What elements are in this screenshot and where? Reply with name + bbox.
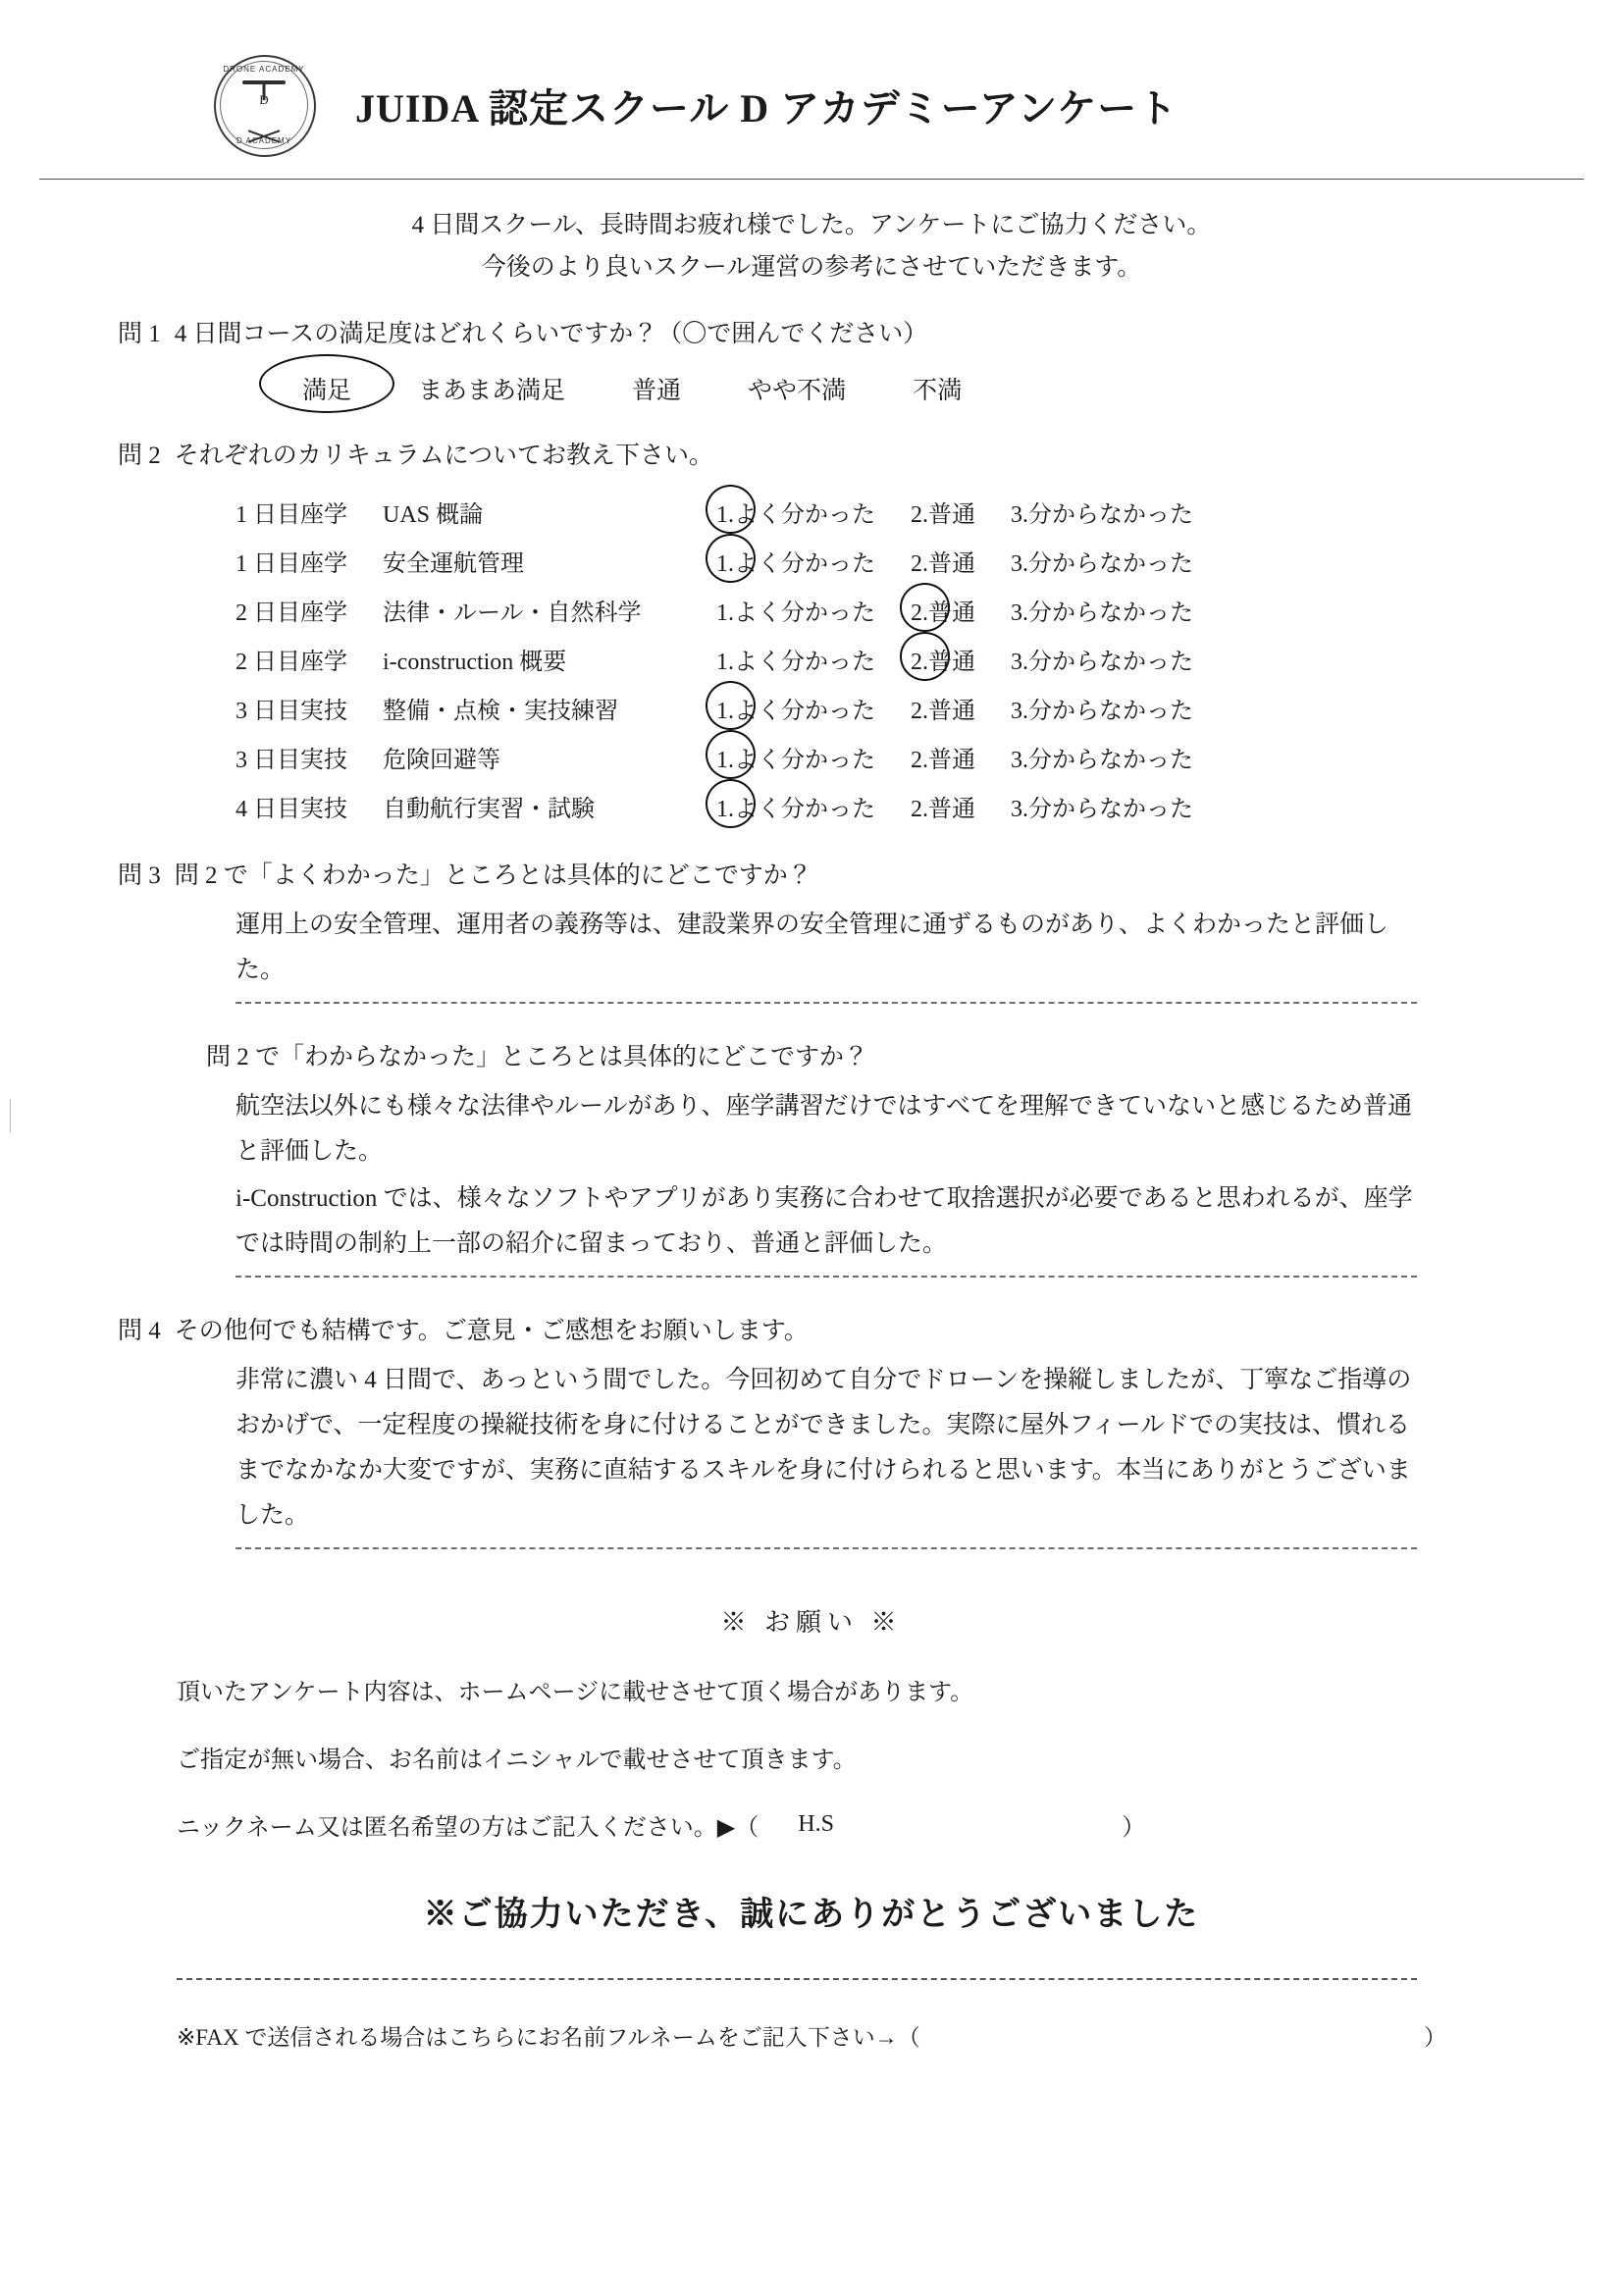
row-option-3[interactable] <box>1011 593 1193 627</box>
fax-close-paren: ） <box>1424 2024 1446 2050</box>
q1-option-fuman[interactable]: 不満 <box>913 378 963 404</box>
row-option-2[interactable] <box>911 593 975 627</box>
question-3-heading <box>0 856 1623 891</box>
circle-mark-icon <box>706 681 756 730</box>
row-options <box>716 789 1193 823</box>
circle-mark-icon <box>706 485 756 534</box>
row-option-3-label: 3.分からなかった <box>1011 550 1193 577</box>
row-option-3[interactable] <box>1011 789 1193 823</box>
question-2-number: 問 2 <box>118 443 161 469</box>
circle-mark-icon <box>900 632 950 681</box>
row-option-3-label: 3.分からなかった <box>1011 649 1193 675</box>
circle-mark-icon <box>706 534 756 583</box>
row-option-2[interactable] <box>911 740 975 774</box>
row-option-2-label: 2.普通 <box>911 698 975 724</box>
row-option-2[interactable] <box>911 789 975 823</box>
question-3-sub-heading: 問 2 で「わからなかった」ところとは具体的にどこですか？ <box>206 1043 869 1070</box>
row-day: 1 日目座学 <box>236 501 347 528</box>
row-option-2-label: 2.普通 <box>911 747 975 773</box>
question-2-table <box>0 487 1623 830</box>
logo-mid-text: D <box>259 92 269 107</box>
table-row <box>236 781 1623 830</box>
q1-option-maamaa-manzoku[interactable]: まあまあ満足 <box>418 378 566 404</box>
question-2-heading <box>0 436 1623 471</box>
request-section-title: ※ お願い ※ <box>720 1607 903 1637</box>
row-option-2-label: 2.普通 <box>911 501 975 528</box>
answer-rule <box>236 1547 1417 1549</box>
row-option-2[interactable] <box>911 544 975 578</box>
row-option-2[interactable] <box>911 495 975 529</box>
page-title: JUIDA 認定スクール D アカデミーアンケート <box>355 85 1178 130</box>
question-3-number: 問 3 <box>118 862 161 889</box>
question-3-text: 問 2 で「よくわかった」ところとは具体的にどこですか？ <box>174 862 812 889</box>
nickname-input[interactable]: H.S <box>798 1810 834 1837</box>
logo-top-text: DRONE ACADEMY <box>223 65 305 74</box>
question-3-answer[interactable]: 運用上の安全管理、運用者の義務等は、建設業界の安全管理に通ずるものがあり、よくわかったと評価した。 <box>236 912 1389 984</box>
row-option-1[interactable] <box>716 740 875 774</box>
question-3 <box>0 856 1623 1278</box>
row-option-2[interactable] <box>911 642 975 676</box>
footer-divider <box>177 1978 1417 1980</box>
question-4-answer[interactable]: 非常に濃い 4 日間で、あっという間でした。今回初めて自分でドローンを操縦しましたが、丁寧なご指導のおかげで、一定程度の操縦技術を身に付けることができました。実際に屋外フィールドでの実技は、慣れるまでなかなか大変ですが、実務に直結するスキルを身に付けられると思います。本当にありがとうございました。 <box>236 1366 1412 1530</box>
row-option-3-label: 3.分からなかった <box>1011 501 1193 528</box>
table-row <box>236 585 1623 634</box>
row-subject: 法律・ルール・自然科学 <box>383 600 642 626</box>
request-note-1: 頂いたアンケート内容は、ホームページに載せさせて頂く場合があります。 <box>177 1679 974 1705</box>
row-options <box>716 642 1193 676</box>
question-1-heading <box>0 314 1623 349</box>
row-day: 3 日目実技 <box>236 698 347 724</box>
row-subject: UAS 概論 <box>383 501 484 528</box>
row-option-1[interactable] <box>716 544 875 578</box>
document-header <box>0 0 1623 163</box>
question-1-text: 4 日間コースの満足度はどれくらいですか？（〇で囲んでください） <box>174 321 928 347</box>
row-option-3[interactable] <box>1011 544 1193 578</box>
row-option-1-label: 1.よく分かった <box>716 600 875 626</box>
question-4-number: 問 4 <box>118 1317 161 1344</box>
question-1 <box>0 314 1623 410</box>
intro-line-1: 4 日間スクール、長時間お疲れ様でした。アンケートにご協力ください。 <box>411 212 1212 238</box>
row-option-2-label: 2.普通 <box>911 550 975 577</box>
question-3-sub-answer-2[interactable]: i-Construction では、様々なソフトやアプリがあり実務に合わせて取捨選択が必要であると思われるが、座学では時間の制約上一部の紹介に留まっており、普通と評価した。 <box>236 1185 1413 1258</box>
row-options <box>716 691 1193 725</box>
question-1-options <box>0 367 1623 410</box>
question-4-heading <box>0 1311 1623 1346</box>
answer-rule <box>236 1002 1417 1004</box>
row-option-1[interactable] <box>716 691 875 725</box>
row-option-3[interactable] <box>1011 691 1193 725</box>
table-row <box>236 683 1623 732</box>
row-option-1-label: 1.よく分かった <box>716 796 875 822</box>
fax-row <box>0 2019 1623 2052</box>
question-2-text: それぞれのカリキュラムについてお教え下さい。 <box>174 443 714 469</box>
row-option-2-label: 2.普通 <box>911 600 975 626</box>
q1-option-yaya-fuman[interactable]: やや不満 <box>748 378 847 404</box>
row-option-1-label: 1.よく分かった <box>716 550 875 577</box>
intro-line-2: 今後のより良いスクール運営の参考にさせていただきます。 <box>481 253 1142 281</box>
row-subject: i-construction 概要 <box>383 649 567 675</box>
question-4-text: その他何でも結構です。ご意見・ご感想をお願いします。 <box>174 1317 809 1344</box>
drone-academy-logo-icon <box>206 47 322 163</box>
row-option-1-label: 1.よく分かった <box>716 698 875 724</box>
table-row <box>236 536 1623 585</box>
row-options <box>716 593 1193 627</box>
row-day: 2 日目座学 <box>236 649 347 675</box>
fax-label: ※FAX で送信される場合はこちらにお名前フルネームをご記入下さい→（ <box>177 2024 920 2050</box>
logo-bottom-text: D ACADEMY <box>236 136 292 145</box>
request-note-2: ご指定が無い場合、お名前はイニシャルで載せさせて頂きます。 <box>177 1747 857 1773</box>
header-divider <box>39 179 1584 180</box>
table-row <box>236 732 1623 781</box>
nickname-row <box>0 1807 1623 1842</box>
row-options <box>716 740 1193 774</box>
row-day: 1 日目座学 <box>236 550 347 577</box>
circle-mark-icon <box>900 583 950 632</box>
q1-option-manzoku[interactable]: 満足 <box>294 367 359 410</box>
question-3-sub-answer-1[interactable]: 航空法以外にも様々な法律やルールがあり、座学講習だけではすべてを理解できていないと感じるため普通と評価した。 <box>236 1092 1413 1165</box>
row-option-1[interactable] <box>716 642 875 676</box>
question-1-number: 問 1 <box>118 321 161 347</box>
row-subject: 安全運航管理 <box>383 550 524 577</box>
row-subject: 危険回避等 <box>383 747 500 773</box>
question-4 <box>0 1311 1623 1549</box>
answer-rule <box>236 1276 1417 1278</box>
row-option-3[interactable] <box>1011 642 1193 676</box>
circle-mark-icon <box>706 779 756 828</box>
row-options <box>716 495 1193 529</box>
row-day: 3 日目実技 <box>236 747 347 773</box>
row-options <box>716 544 1193 578</box>
nickname-label: ニックネーム又は匿名希望の方はご記入ください。▶（ <box>177 1814 759 1841</box>
row-option-3[interactable] <box>1011 495 1193 529</box>
table-row <box>236 487 1623 536</box>
row-subject: 整備・点検・実技練習 <box>383 698 618 724</box>
thanks-message: ※ご協力いただき、誠にありがとうございました <box>423 1896 1200 1933</box>
row-subject: 自動航行実習・試験 <box>383 796 595 822</box>
row-option-3-label: 3.分からなかった <box>1011 747 1193 773</box>
row-option-1[interactable] <box>716 593 875 627</box>
nickname-close-paren: ） <box>1122 1814 1146 1841</box>
question-2 <box>0 436 1623 830</box>
circle-mark-icon <box>706 730 756 779</box>
table-row <box>236 634 1623 683</box>
row-option-1-label: 1.よく分かった <box>716 501 875 528</box>
row-option-3-label: 3.分からなかった <box>1011 600 1193 626</box>
row-day: 2 日目座学 <box>236 600 347 626</box>
row-option-1[interactable] <box>716 495 875 529</box>
row-option-3-label: 3.分からなかった <box>1011 796 1193 822</box>
row-day: 4 日目実技 <box>236 796 347 822</box>
page-edge-mark <box>0 1099 11 1132</box>
row-option-1-label: 1.よく分かった <box>716 649 875 675</box>
row-option-2[interactable] <box>911 691 975 725</box>
row-option-1-label: 1.よく分かった <box>716 747 875 773</box>
row-option-2-label: 2.普通 <box>911 649 975 675</box>
intro-text <box>0 205 1623 288</box>
q1-option-futsuu[interactable]: 普通 <box>632 378 682 404</box>
row-option-1[interactable] <box>716 789 875 823</box>
row-option-2-label: 2.普通 <box>911 796 975 822</box>
row-option-3-label: 3.分からなかった <box>1011 698 1193 724</box>
row-option-3[interactable] <box>1011 740 1193 774</box>
